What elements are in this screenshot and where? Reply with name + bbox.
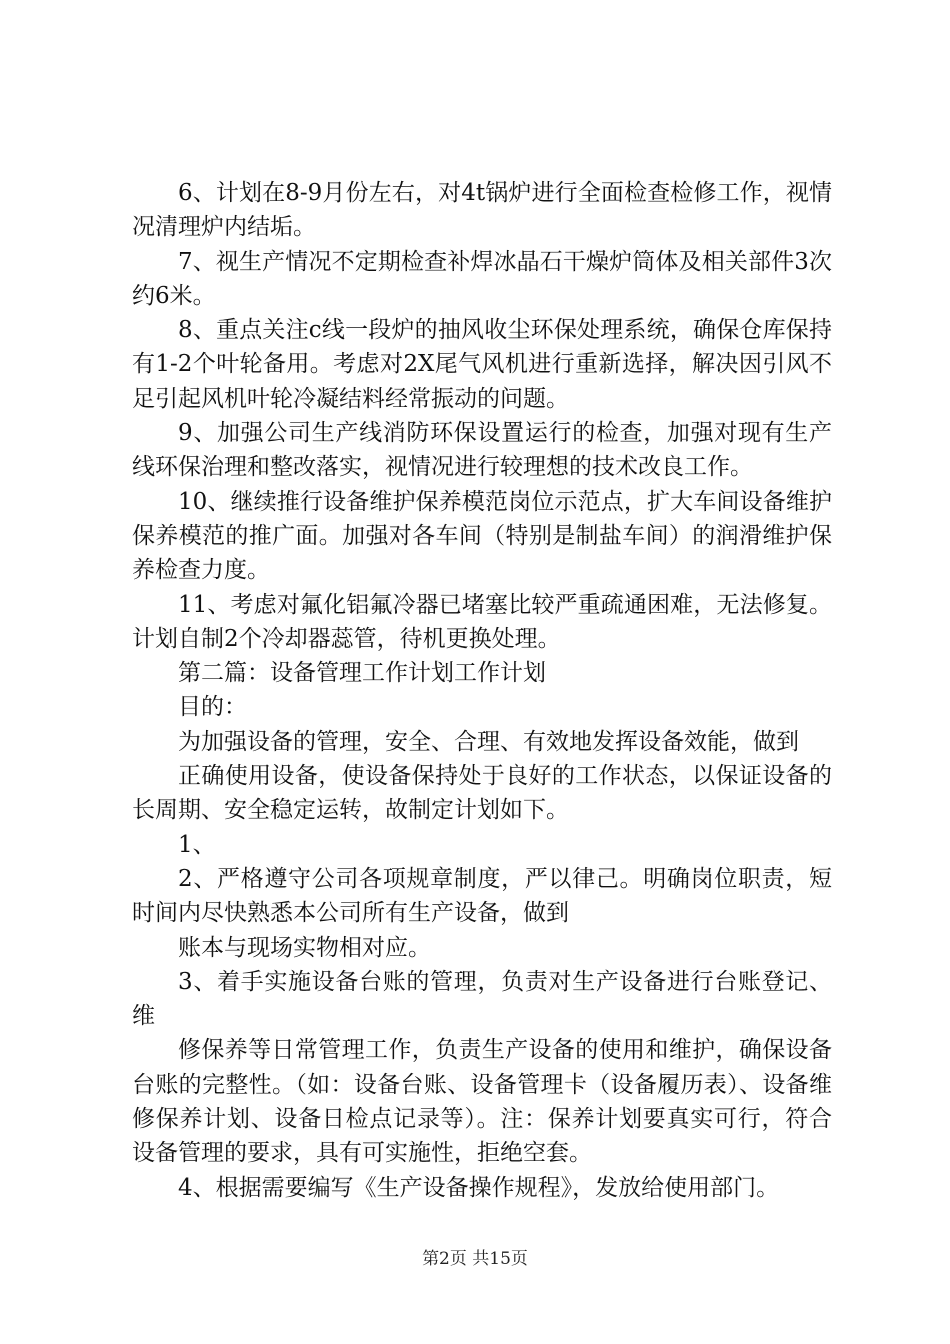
plan-item-3-continued: 修保养等日常管理工作，负责生产设备的使用和维护，确保设备台账的完整性。（如：设备台账、设备管理卡（设备履历表）、设备维修保养计划、设备日检点记录等）。注：保养计划要真实可行，符合设备管理的要求，具有可实施性，拒绝空套。 <box>132 1037 832 1167</box>
document-body <box>132 176 832 1205</box>
purpose-text-1: 为加强设备的管理，安全、合理、有效地发挥设备效能，做到 <box>178 728 799 755</box>
paragraph-item-11: 11、考虑对氟化铝氟冷器已堵塞比较严重疏通困难，无法修复。计划自制2个冷却器蕊管，待机更换处理。 <box>132 591 832 652</box>
plan-item-2: 2、严格遵守公司各项规章制度，严以律己。明确岗位职责，短时间内尽快熟悉本公司所有生产设备，做到 <box>132 865 832 927</box>
plan-item-1: 1、 <box>178 831 216 858</box>
purpose-label: 目的： <box>178 694 247 721</box>
paragraph-item-10: 10、继续推行设备维护保养模范岗位示范点，扩大车间设备维护保养模范的推广面。加强对各车间（特别是制盐车间）的润滑维护保养检查力度。 <box>132 488 832 584</box>
purpose-text-2: 正确使用设备，使设备保持处于良好的工作状态，以保证设备的长周期、安全稳定运转，故制定计划如下。 <box>132 763 832 824</box>
paragraph-item-9: 9、加强公司生产线消防环保设置运行的检查，加强对现有生产线环保治理和整改落实，视情况进行较理想的技术改良工作。 <box>132 420 832 481</box>
plan-item-2-continued: 账本与现场实物相对应。 <box>178 934 431 961</box>
plan-item-3: 3、着手实施设备台账的管理，负责对生产设备进行台账登记、维 <box>132 968 832 1030</box>
paragraph-item-7: 7、视生产情况不定期检查补焊冰晶石干燥炉筒体及相关部件3次约6米。 <box>132 248 832 309</box>
paragraph-item-6: 6、计划在8-9月份左右，对4t锅炉进行全面检查检修工作，视情况清理炉内结垢。 <box>132 180 832 241</box>
plan-item-4: 4、根据需要编写《生产设备操作规程》，发放给使用部门。 <box>178 1174 780 1201</box>
section-heading-part-two: 第二篇：设备管理工作计划工作计划 <box>178 660 546 687</box>
page-number-footer: 第2页 共15页 <box>422 1249 528 1269</box>
paragraph-item-8: 8、重点关注c线一段炉的抽风收尘环保处理系统，确保仓库保持有1-2个叶轮备用。考虑对2X尾气风机进行重新选择，解决因引风不足引起风机叶轮冷凝结料经常振动的问题。 <box>132 317 832 412</box>
